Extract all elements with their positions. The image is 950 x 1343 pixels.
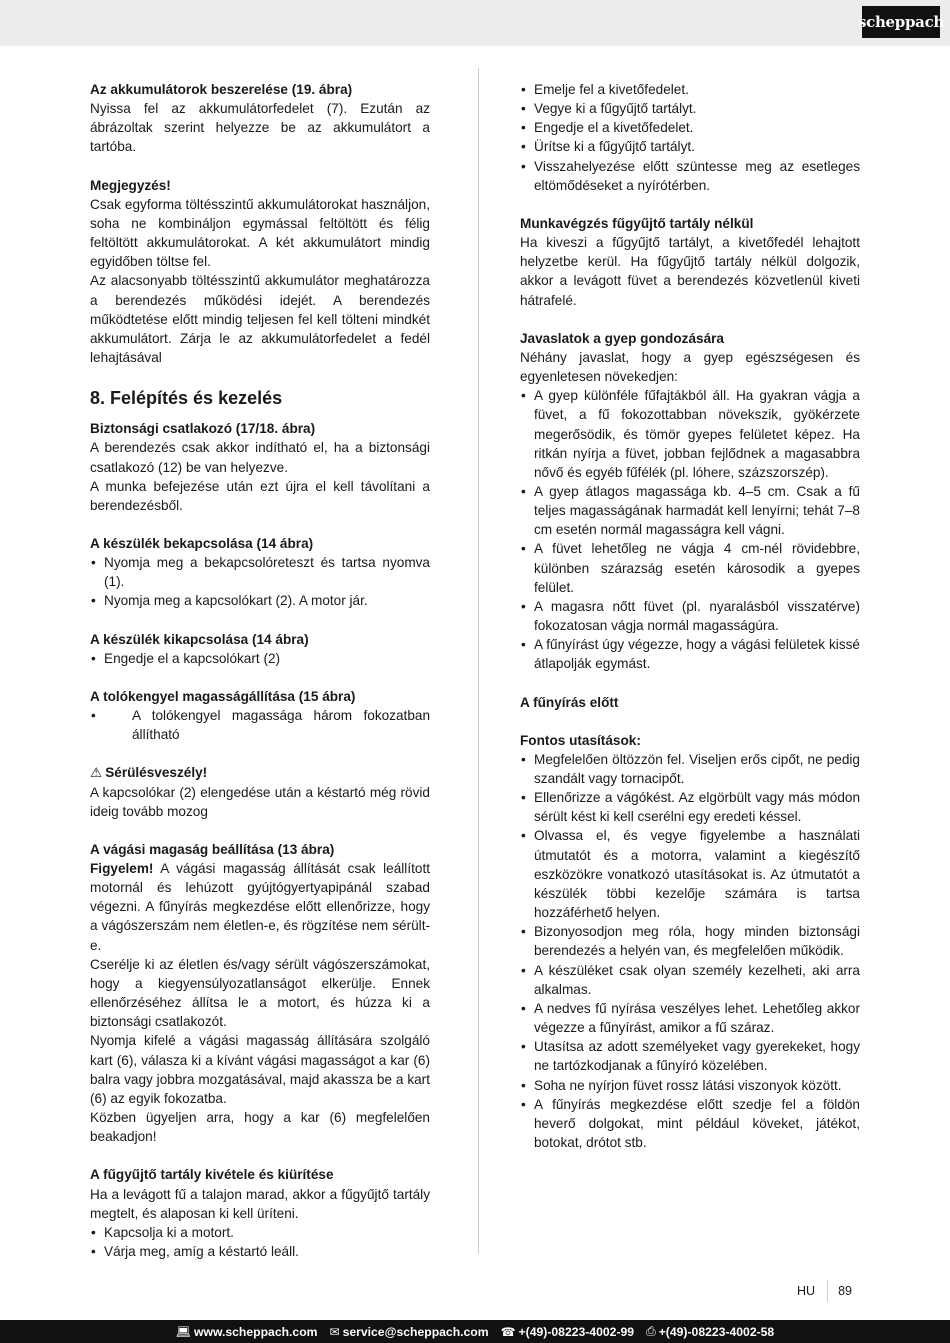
akku-section bbox=[90, 80, 430, 157]
page-footer bbox=[797, 1281, 852, 1301]
lawn-tips-text: Néhány javaslat, hogy a gyep egészségesen és egyenletesen növekedjen: bbox=[520, 349, 860, 385]
laptop-icon: 💻︎ bbox=[175, 1324, 191, 1339]
catcher-section bbox=[90, 1165, 430, 1261]
list-item: • Nyomja meg a kapcsolókart (2). A motor jár. bbox=[90, 591, 430, 610]
list-item: • Ürítse ki a fűgyűjtő tartályt. bbox=[520, 137, 860, 156]
list-item: • Kapcsolja ki a motort. bbox=[90, 1223, 430, 1242]
important-heading: Fontos utasítások: bbox=[520, 732, 641, 748]
list-item: • A füvet lehetőleg ne vágja 4 cm-nél rövidebbre, különben szárazság esetén károsodik a gyepes felület. bbox=[520, 539, 860, 596]
cut-height-section bbox=[90, 840, 430, 1147]
switch-on-section bbox=[90, 534, 430, 611]
list-item: • Engedje el a kapcsolókart (2) bbox=[90, 649, 430, 668]
handle-section bbox=[90, 687, 430, 744]
phone-text: +(49)-08223-4002-99 bbox=[518, 1324, 635, 1339]
note-text-2: Az alacsonyabb töltésszintű akkumulátor meghatározza a berendezés működési idejét. A berendezés működtetése előtt mindig teljesen fel kell tölteni mindkét akkumulátort. Zárja le az akkumulátorfedelet a fedél lehajtásával bbox=[90, 273, 430, 366]
brand-logo: scheppach bbox=[862, 6, 940, 38]
handle-heading: A tolókengyel magasságállítása (15 ábra) bbox=[90, 688, 356, 704]
note-section bbox=[90, 176, 430, 368]
safety-text-2: A munka befejezése után ezt újra el kell távolítani a berendezésből. bbox=[90, 478, 430, 513]
list-item: • Megfelelően öltözzön fel. Viseljen erős cipőt, ne pedig szandált vagy tornacipőt. bbox=[520, 750, 860, 788]
catcher-text: Ha a levágott fű a talajon marad, akkor a fűgyűjtő tartály megtelt, és alaposan ki kell üríteni. bbox=[90, 1186, 430, 1221]
website-link[interactable] bbox=[176, 1325, 318, 1339]
list-item: • A magasra nőtt füvet (pl. nyaralásból visszatérve) fokozatosan vágja normál magasságúra. bbox=[520, 597, 860, 635]
top-bar bbox=[0, 0, 950, 46]
cut-height-text-4: Közben ügyeljen arra, hogy a kar (6) megfelelően beakadjon! bbox=[90, 1110, 430, 1145]
cut-height-text-3: Nyomja kifelé a vágási magasság állítására szolgáló kart (6), válasza ki a kívánt vágási magasságot a kar (6) balra vagy jobbra mozgatásával, majd akassza be a kart (6) az egyik fokozatba. bbox=[90, 1033, 430, 1106]
warning-icon: ⚠ bbox=[90, 765, 103, 781]
catcher-heading: A fűgyűjtő tartály kivétele és kiürítése bbox=[90, 1167, 334, 1183]
safety-heading: Biztonsági csatlakozó (17/18. ábra) bbox=[90, 421, 316, 437]
no-catcher-text: Ha kiveszi a fűgyűjtő tartályt, a kivetőfedél lehajtott helyzetbe kerül. Ha fűgyűjtő tartály nélkül dolgozik, akkor a levágott füvet a berendezés közvetlenül kiveti hátrafelé. bbox=[520, 235, 860, 308]
fax-link[interactable] bbox=[646, 1324, 774, 1339]
website-text: www.scheppach.com bbox=[194, 1324, 318, 1339]
list-item: • Nyomja meg a bekapcsolóreteszt és tartsa nyomva (1). bbox=[90, 553, 430, 591]
right-column bbox=[520, 80, 860, 1152]
cut-height-text-1 bbox=[90, 859, 430, 955]
list-item: • A gyep átlagos magassága kb. 4–5 cm. Csak a fű teljes magasságának harmadát kell lenyírni; tehát 7–8 cm esetén normál magasságra kell vágni. bbox=[520, 482, 860, 539]
important-section bbox=[520, 731, 860, 1152]
cut-height-text-2: Cserélje ki az életlen és/vagy sérült vágószerszámokat, hogy a kiegyensúlyozatlanságot elkerülje. Ennek ellenőrzéséhez állítsa le a motort, és húzza ki a biztonsági csatlakozót. bbox=[90, 956, 430, 1030]
attention-label: Figyelem! bbox=[90, 861, 154, 876]
note-heading: Megjegyzés! bbox=[90, 177, 171, 193]
page-number: 89 bbox=[838, 1284, 852, 1298]
list-item: • A fűnyírást úgy végezze, hogy a vágási felületek kissé átlapolják egymást. bbox=[520, 635, 860, 673]
switch-off-section bbox=[90, 630, 430, 668]
list-item: • A nedves fű nyírása veszélyes lehet. Lehetőleg akkor végezze a fűnyírást, amikor a fű száraz. bbox=[520, 999, 860, 1037]
empty-steps-section bbox=[520, 80, 860, 195]
list-item: • Soha ne nyírjon füvet rossz látási viszonyok között. bbox=[520, 1076, 860, 1095]
list-item: • Visszahelyezése előtt szüntesse meg az esetleges eltömődéseket a nyírótérben. bbox=[520, 157, 860, 195]
switch-on-list bbox=[90, 553, 430, 610]
list-item: • A készüléket csak olyan személy kezelheti, aki arra alkalmas. bbox=[520, 961, 860, 999]
list-item: • Engedje el a kivetőfedelet. bbox=[520, 118, 860, 137]
left-column bbox=[90, 80, 430, 1261]
important-list bbox=[520, 750, 860, 1152]
list-item: • A fűnyírás megkezdése előtt szedje fel a földön heverő dolgokat, mint például köveket, játékot, botokat, drótot stb. bbox=[520, 1095, 860, 1152]
list-item: • A gyep különféle fűfajtákból áll. Ha gyakran vágja a füvet, a fű fokozottabban növekszik, gyökérzete megerősödik, és tömör gyepes felületet képez. Ha ritkán nyírja a füvet, jobban fejlődnek a magasabbra nővő és egyéb fűfélék (pl. lóhere, százszorszép). bbox=[520, 386, 860, 482]
switch-on-heading: A készülék bekapcsolása (14 ábra) bbox=[90, 535, 314, 551]
fax-icon: ⎙ bbox=[646, 1324, 656, 1338]
handle-list bbox=[90, 706, 430, 744]
lawn-tips-heading: Javaslatok a gyep gondozására bbox=[520, 330, 724, 346]
danger-heading bbox=[90, 763, 430, 782]
footer-divider bbox=[827, 1280, 828, 1302]
no-catcher-section bbox=[520, 214, 860, 310]
list-item: • A tolókengyel magassága három fokozatban állítható bbox=[90, 706, 430, 744]
switch-off-heading: A készülék kikapcsolása (14 ábra) bbox=[90, 631, 309, 647]
mail-icon: ✉︎ bbox=[329, 1324, 340, 1339]
list-item: • Vegye ki a fűgyűjtő tartályt. bbox=[520, 99, 860, 118]
phone-icon: ☎︎ bbox=[500, 1324, 516, 1339]
before-mowing-heading: A fűnyírás előtt bbox=[520, 694, 619, 710]
list-item: • Utasítsa az adott személyeket vagy gyerekeket, hogy ne tartózkodjanak a fűnyíró közelében. bbox=[520, 1037, 860, 1075]
cut-height-heading: A vágási magaság beállítása (13 ábra) bbox=[90, 841, 335, 857]
lawn-tips-section bbox=[520, 329, 860, 674]
empty-steps-list bbox=[520, 80, 860, 195]
danger-text: A kapcsolókar (2) elengedése után a késtartó még rövid ideig tovább mozog bbox=[90, 784, 430, 819]
danger-section bbox=[90, 763, 430, 820]
lawn-tips-list bbox=[520, 386, 860, 673]
contact-bar bbox=[0, 1320, 950, 1343]
note-text-1: Csak egyforma töltésszintű akkumulátorokat használjon, soha ne kombináljon egymással feltöltött és félig feltöltött akkumulátorokat. A két akkumulátort mindig egyidőben töltse fel. bbox=[90, 196, 430, 270]
safety-section bbox=[90, 419, 430, 515]
list-item: • Bizonyosodjon meg róla, hogy minden biztonsági berendezés a helyén van, és megfelelően működik. bbox=[520, 922, 860, 960]
language-code: HU bbox=[797, 1284, 816, 1298]
before-mowing-section bbox=[520, 693, 860, 712]
email-link[interactable] bbox=[330, 1325, 489, 1339]
list-item: • Ellenőrizze a vágókést. Az elgörbült vagy más módon sérült kést ki kell cserélni egy eredeti késsel. bbox=[520, 788, 860, 826]
akku-heading: Az akkumulátorok beszerelése (19. ábra) bbox=[90, 82, 353, 97]
danger-title: Sérülésveszély! bbox=[105, 765, 208, 781]
catcher-list bbox=[90, 1223, 430, 1261]
column-divider bbox=[478, 68, 479, 1254]
cut-height-text-1-body: A vágási magasság állítását csak leállított motornál és lehúzott gyújtógyertyapipánál szabad végezni. A fűnyírás megkezdése előtt ellenőrizze, hogy a vágószerszám nem életlen-e, és rögzítése nem sérült-e. bbox=[90, 861, 430, 953]
email-text: service@scheppach.com bbox=[342, 1324, 489, 1339]
list-item: • Olvassa el, és vegye figyelembe a használati útmutatót és a motorra, valamint a kiegészítő eszközökre vonatkozó utasításokat is. Az útmutatót a készülék többi kezelője számára is tartsa hozzáférhető helyen. bbox=[520, 826, 860, 922]
phone-link[interactable] bbox=[501, 1325, 634, 1339]
chapter-heading: 8. Felépítés és kezelés bbox=[90, 388, 283, 409]
no-catcher-heading: Munkavégzés fűgyűjtő tartály nélkül bbox=[520, 215, 754, 231]
list-item: • Várja meg, amíg a késtartó leáll. bbox=[90, 1242, 430, 1261]
akku-text: Nyissa fel az akkumulátorfedelet (7). Ezután az ábrázoltak szerint helyezze be az akkumulátort a tartóba. bbox=[90, 101, 430, 155]
switch-off-list bbox=[90, 649, 430, 668]
list-item: • Emelje fel a kivetőfedelet. bbox=[520, 80, 860, 99]
fax-text: +(49)-08223-4002-58 bbox=[658, 1324, 775, 1339]
safety-text-1: A berendezés csak akkor indítható el, ha a biztonsági csatlakozó (12) be van helyezve. bbox=[90, 440, 430, 475]
